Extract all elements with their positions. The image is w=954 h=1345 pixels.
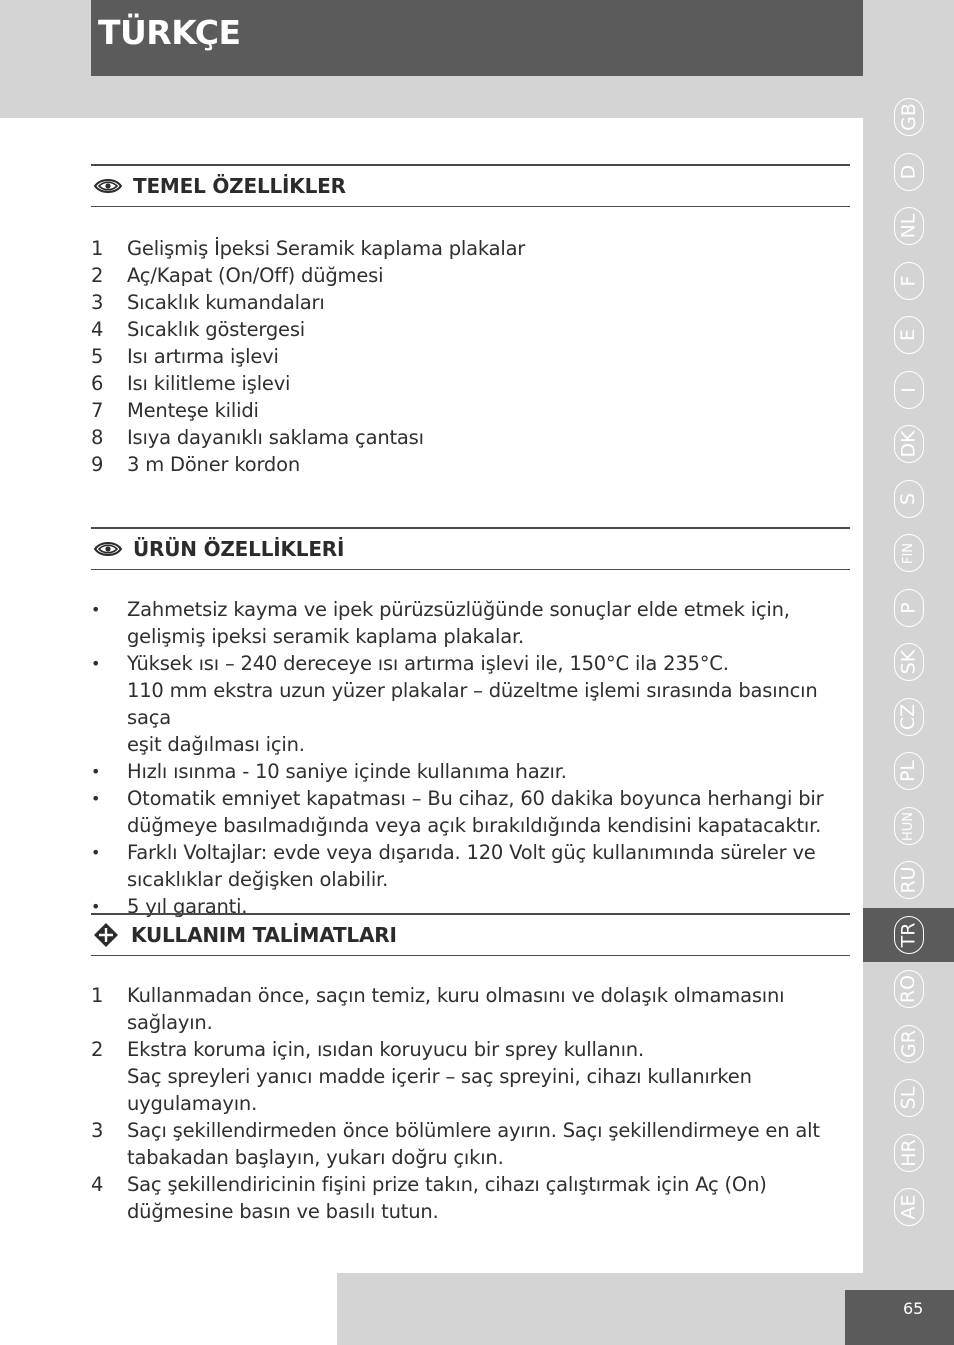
language-tab-s[interactable] (863, 472, 954, 526)
item-line: Kullanmadan önce, saçın temiz, kuru olmasını ve dolaşık olmamasını (127, 984, 785, 1007)
list-item (91, 758, 850, 785)
language-tab-circle (894, 1134, 924, 1172)
eye-icon (91, 175, 125, 197)
item-line: 110 mm ekstra uzun yüzer plakalar – düzeltme işlemi sırasında basıncın saça (127, 679, 818, 729)
language-tab-gr[interactable] (863, 1017, 954, 1071)
language-tab-label: FIN (900, 542, 916, 564)
list-item (91, 1036, 850, 1117)
language-tab-label: HUN (901, 811, 917, 841)
item-number: 1 (91, 237, 104, 260)
item-line: Yüksek ısı – 240 dereceye ısı artırma işlevi ile, 150°C ila 235°C. (127, 652, 729, 675)
language-tab-dk[interactable] (863, 417, 954, 471)
language-tab-nl[interactable] (863, 199, 954, 253)
language-tab-tr[interactable] (863, 908, 954, 962)
language-tab-circle (894, 262, 924, 300)
product-list (91, 596, 850, 920)
list-item (91, 262, 850, 289)
language-tab-label: TR (897, 922, 920, 948)
language-tab-label: P (897, 602, 920, 614)
section-usage-title: KULLANIM TALİMATLARI (131, 923, 397, 947)
language-tab-label: HR (897, 1139, 920, 1167)
bullet: • (91, 762, 101, 781)
item-number: 3 (91, 1119, 104, 1142)
item-text (127, 839, 850, 893)
item-line: Saç spreyleri yanıcı madde içerir – saç spreyini, cihazı kullanırken (127, 1065, 752, 1088)
item-text (127, 1036, 850, 1117)
language-tab-sk[interactable] (863, 635, 954, 689)
list-item (91, 596, 850, 650)
item-line: Saç şekillendiricinin fişini prize takın, cihazı çalıştırmak için Aç (On) (127, 1173, 767, 1196)
section-features-header (91, 164, 850, 207)
page-title: TÜRKÇE (98, 13, 241, 52)
section-product (91, 527, 850, 920)
item-text (127, 650, 850, 758)
features-list (91, 235, 850, 478)
list-item (91, 1171, 850, 1225)
item-text: 3 m Döner kordon (127, 453, 300, 476)
item-number: 9 (91, 453, 104, 476)
language-tab-sl[interactable] (863, 1071, 954, 1125)
item-text: Isı artırma işlevi (127, 345, 279, 368)
item-text: Isıya dayanıklı saklama çantası (127, 426, 424, 449)
list-item (91, 785, 850, 839)
item-text (127, 596, 850, 650)
language-tab-label: E (897, 328, 920, 342)
language-tab-ro[interactable] (863, 962, 954, 1016)
language-tab-label: F (897, 275, 920, 287)
language-tab-d[interactable] (863, 145, 954, 199)
item-text: Isı kilitleme işlevi (127, 372, 291, 395)
item-text: Aç/Kapat (On/Off) düğmesi (127, 264, 384, 287)
list-item (91, 982, 850, 1036)
header-bar (91, 0, 863, 76)
bullet: • (91, 843, 101, 862)
item-line: uygulamayın. (127, 1092, 258, 1115)
language-tab-pl[interactable] (863, 744, 954, 798)
language-tab-circle (894, 480, 924, 518)
section-features-title: TEMEL ÖZELLİKLER (133, 174, 346, 198)
item-line: düğmeye basılmadığında veya açık bırakıldığında kendisini kapatacaktır. (127, 814, 822, 837)
item-line: tabakadan başlayın, yukarı doğru çıkın. (127, 1146, 504, 1169)
item-line: sağlayın. (127, 1011, 213, 1034)
item-line: 5 yıl garanti. (127, 895, 248, 918)
item-number: 7 (91, 399, 104, 422)
item-number: 2 (91, 1038, 104, 1061)
item-number: 3 (91, 291, 104, 314)
language-tab-circle (894, 643, 924, 681)
item-line: Farklı Voltajlar: evde veya dışarıda. 120 Volt güç kullanımında süreler ve (127, 841, 816, 864)
item-line: eşit dağılması için. (127, 733, 305, 756)
page-number-box (845, 1290, 954, 1345)
item-text (127, 1117, 850, 1171)
language-tab-circle (894, 425, 924, 463)
item-line: düğmesine basın ve basılı tutun. (127, 1200, 439, 1223)
list-item (91, 397, 850, 424)
item-line: gelişmiş ipeksi seramik kaplama plakalar. (127, 625, 525, 648)
language-tab-label: D (897, 164, 920, 180)
language-tab-circle (894, 534, 924, 572)
language-tab-f[interactable] (863, 254, 954, 308)
language-tab-label: PL (897, 759, 920, 783)
list-item (91, 424, 850, 451)
language-tab-label: I (897, 387, 920, 393)
language-tab-circle (894, 970, 924, 1008)
list-item (91, 650, 850, 758)
language-tab-p[interactable] (863, 581, 954, 635)
item-line: Zahmetsiz kayma ve ipek pürüzsüzlüğünde sonuçlar elde etmek için, (127, 598, 790, 621)
language-tab-fin[interactable] (863, 526, 954, 580)
item-number: 8 (91, 426, 104, 449)
language-tab-circle (894, 1188, 924, 1226)
language-tab-i[interactable] (863, 363, 954, 417)
language-tab-circle (894, 207, 924, 245)
item-number: 2 (91, 264, 104, 287)
item-text (127, 758, 850, 785)
item-text: Sıcaklık kumandaları (127, 291, 325, 314)
language-tab-circle (894, 807, 924, 845)
language-tab-label: RU (897, 866, 920, 894)
item-text: Gelişmiş İpeksi Seramik kaplama plakalar (127, 237, 526, 260)
list-item (91, 370, 850, 397)
item-line: Hızlı ısınma - 10 saniye içinde kullanıma hazır. (127, 760, 567, 783)
item-line: Otomatik emniyet kapatması – Bu cihaz, 60 dakika boyunca herhangi bir (127, 787, 824, 810)
list-item (91, 451, 850, 478)
language-tab-circle (894, 916, 924, 954)
language-tab-circle (894, 1079, 924, 1117)
list-item (91, 1117, 850, 1171)
language-tab-circle (894, 98, 924, 136)
language-tab-circle (894, 316, 924, 354)
item-number: 4 (91, 318, 104, 341)
language-tab-cz[interactable] (863, 690, 954, 744)
language-tab-circle (894, 752, 924, 790)
section-product-title: ÜRÜN ÖZELLİKLERİ (133, 537, 345, 561)
list-item (91, 839, 850, 893)
section-product-header (91, 527, 850, 570)
language-tab-circle (894, 698, 924, 736)
item-line: Saçı şekillendirmeden önce bölümlere ayırın. Saçı şekillendirmeye en alt (127, 1119, 820, 1142)
item-text: Menteşe kilidi (127, 399, 259, 422)
bullet: • (91, 600, 101, 619)
language-tab-circle (894, 861, 924, 899)
language-tab-label: SL (897, 1086, 920, 1110)
page-number: 65 (903, 1299, 924, 1318)
item-number: 4 (91, 1173, 104, 1196)
usage-icon (91, 924, 121, 946)
language-tab-label: S (897, 492, 920, 506)
item-number: 1 (91, 984, 104, 1007)
item-text (127, 785, 850, 839)
usage-list (91, 982, 850, 1225)
language-tab-hun[interactable] (863, 799, 954, 853)
item-text: Sıcaklık göstergesi (127, 318, 306, 341)
item-text (127, 982, 850, 1036)
footer-left-panel (0, 1272, 337, 1345)
language-tab-circle (894, 371, 924, 409)
language-tab-ru[interactable] (863, 853, 954, 907)
language-tab-ae[interactable] (863, 1180, 954, 1234)
language-tab-e[interactable] (863, 308, 954, 362)
item-text (127, 1171, 850, 1225)
language-tab-label: CZ (897, 703, 920, 731)
eye-icon (91, 538, 125, 560)
item-number: 6 (91, 372, 104, 395)
item-line: sıcaklıklar değişken olabilir. (127, 868, 389, 891)
bullet: • (91, 897, 101, 916)
section-features (91, 164, 850, 478)
language-tab-circle (894, 153, 924, 191)
item-number: 5 (91, 345, 104, 368)
list-item (91, 289, 850, 316)
language-tab-label: GB (897, 103, 920, 131)
section-usage-header (91, 913, 850, 956)
language-tab-label: DK (897, 430, 920, 458)
language-tab-label: GR (897, 1030, 920, 1058)
list-item (91, 235, 850, 262)
language-tab-hr[interactable] (863, 1126, 954, 1180)
language-tab-label: RO (897, 974, 920, 1004)
language-tab-circle (894, 589, 924, 627)
language-tab-label: AE (897, 1194, 920, 1220)
language-tab-label: NL (897, 213, 920, 239)
section-usage (91, 913, 850, 1225)
item-line: Ekstra koruma için, ısıdan koruyucu bir sprey kullanın. (127, 1038, 644, 1061)
list-item (91, 316, 850, 343)
language-tab-circle (894, 1025, 924, 1063)
list-item (91, 343, 850, 370)
bullet: • (91, 789, 101, 808)
bullet: • (91, 654, 101, 673)
language-tab-label: SK (897, 649, 920, 675)
language-tab-gb[interactable] (863, 90, 954, 144)
